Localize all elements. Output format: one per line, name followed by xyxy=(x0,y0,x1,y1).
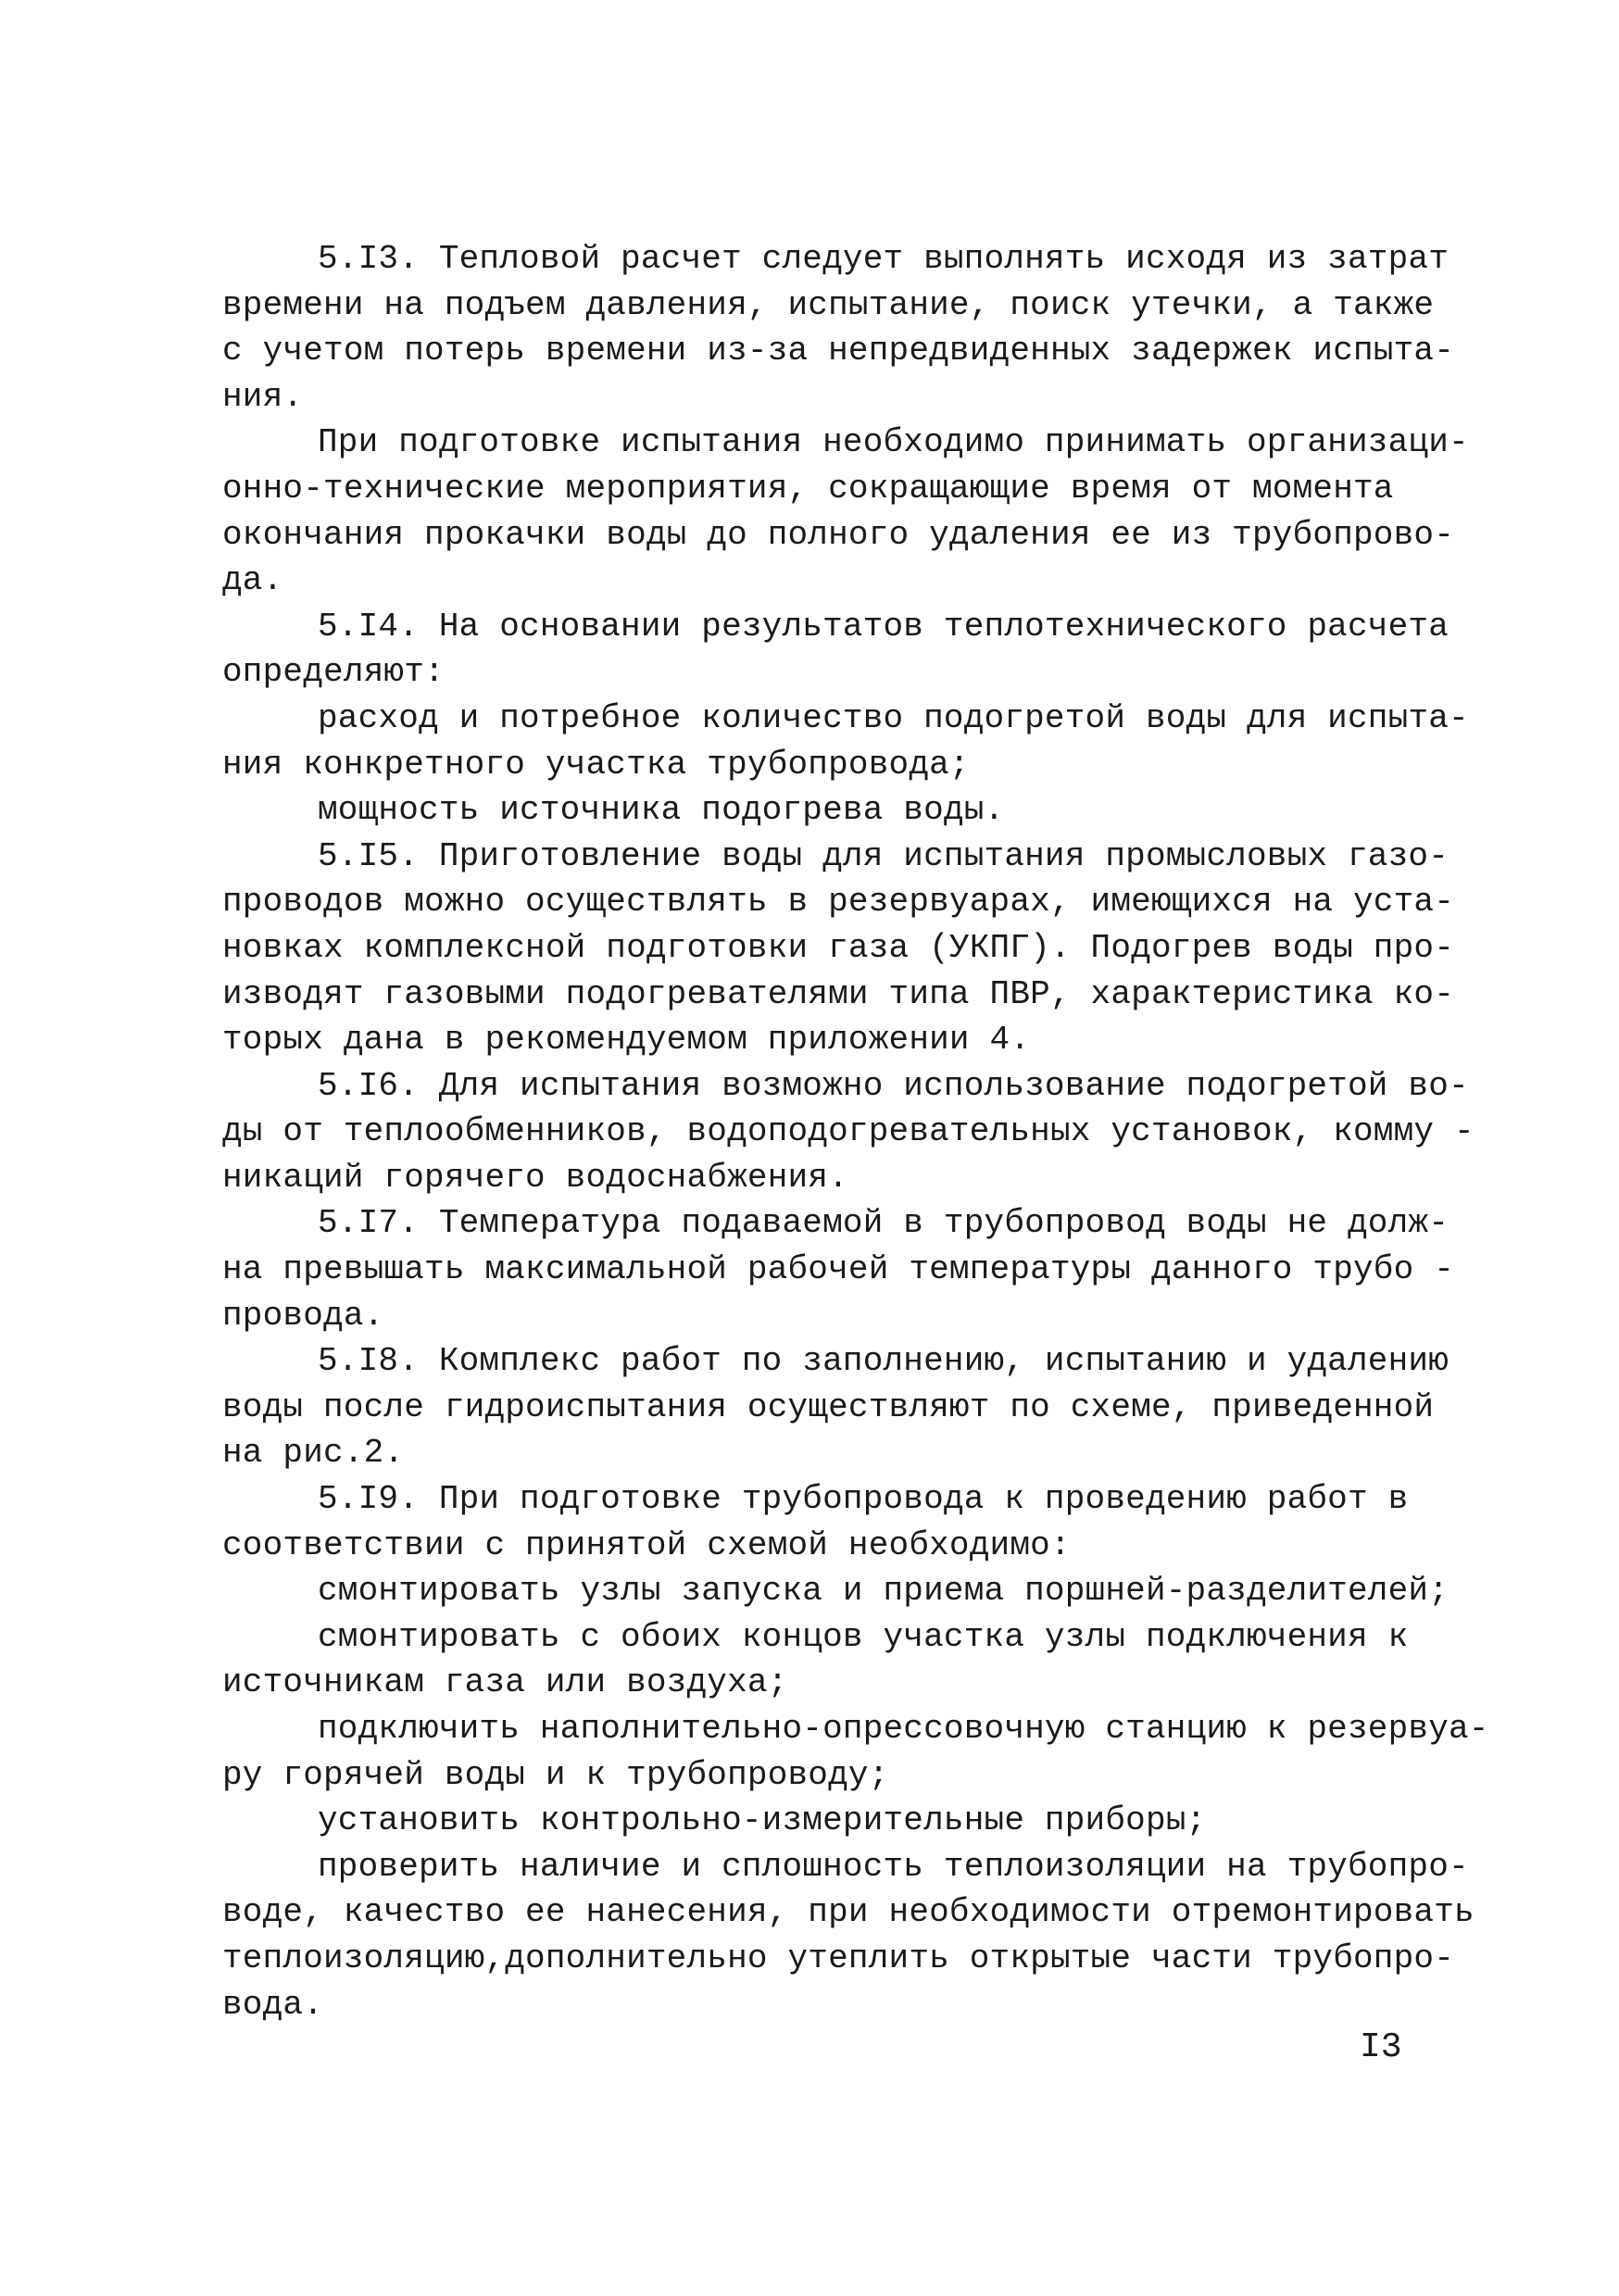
text-line: смонтировать узлы запуска и приема поршней-разделителей; xyxy=(318,1572,1449,1611)
text-line: проводов можно осуществлять в резервуарах, имеющихся на уста- xyxy=(222,883,1455,922)
text-line: провода. xyxy=(222,1296,384,1335)
text-line: 5.I7. Температура подаваемой в трубопровод воды не долж- xyxy=(318,1204,1449,1243)
body-text xyxy=(222,236,1489,2027)
text-line: вода. xyxy=(222,1985,324,2024)
text-line: При подготовке испытания необходимо принимать организаци- xyxy=(318,423,1469,462)
text-line: новках комплексной подготовки газа (УКПГ). Подогрев воды про- xyxy=(222,928,1455,967)
text-line: 5.I3. Тепловой расчет следует выполнять исходя из затрат xyxy=(318,240,1449,278)
text-line: соответствии с принятой схемой необходимо: xyxy=(222,1525,1071,1564)
text-line: онно-технические мероприятия, сокращающие время от момента xyxy=(222,469,1394,508)
text-line: 5.I4. На основании результатов теплотехнического расчета xyxy=(318,607,1449,646)
text-line: торых дана в рекомендуемом приложении 4. xyxy=(222,1021,1031,1060)
text-line: ния конкретного участка трубопровода; xyxy=(222,745,970,784)
text-line: расход и потребное количество подогретой воды для испыта- xyxy=(318,698,1469,737)
text-line: 5.I9. При подготовке трубопровода к проведению работ в xyxy=(318,1480,1409,1519)
text-line: окончания прокачки воды до полного удаления ее из трубопрово- xyxy=(222,515,1455,554)
text-line: смонтировать с обоих концов участка узлы подключения к xyxy=(318,1617,1409,1656)
page-number: I3 xyxy=(1360,2027,1402,2067)
text-line: воде, качество ее нанесения, при необходимости отремонтировать xyxy=(222,1893,1475,1932)
text-line: теплоизоляцию,дополнительно утеплить открытые части трубопро- xyxy=(222,1938,1455,1977)
text-line: мощность источника подогрева воды. xyxy=(318,791,1005,830)
text-line: никаций горячего водоснабжения. xyxy=(222,1158,848,1197)
text-line: источникам газа или воздуха; xyxy=(222,1663,788,1702)
text-line: с учетом потерь времени из-за непредвиденных задержек испыта- xyxy=(222,332,1455,370)
text-line: на рис.2. xyxy=(222,1434,405,1473)
text-line: да. xyxy=(222,561,283,600)
text-line: проверить наличие и сплошность теплоизоляции на трубопро- xyxy=(318,1847,1469,1886)
text-line: ды от теплообменников, водоподогревательных установок, комму - xyxy=(222,1112,1475,1151)
text-line: установить контрольно-измерительные приборы; xyxy=(318,1801,1207,1840)
text-line: ру горячей воды и к трубопроводу; xyxy=(222,1755,889,1794)
text-line: определяют: xyxy=(222,653,445,692)
text-line: 5.I6. Для испытания возможно использование подогретой во- xyxy=(318,1066,1469,1105)
text-line: подключить наполнительно-опрессовочную станцию к резервуа- xyxy=(318,1710,1489,1748)
text-line: 5.I8. Комплекс работ по заполнению, испытанию и удалению xyxy=(318,1342,1449,1381)
text-line: ния. xyxy=(222,377,304,416)
text-line: времени на подъем давления, испытание, поиск утечки, а также xyxy=(222,285,1435,324)
text-line: воды после гидроиспытания осуществляют по схеме, приведенной xyxy=(222,1387,1435,1426)
text-line: 5.I5. Приготовление воды для испытания промысловых газо- xyxy=(318,836,1449,875)
text-line: изводят газовыми подогревателями типа ПВР, характеристика ко- xyxy=(222,974,1455,1013)
text-line: на превышать максимальной рабочей температуры данного трубо - xyxy=(222,1250,1455,1289)
